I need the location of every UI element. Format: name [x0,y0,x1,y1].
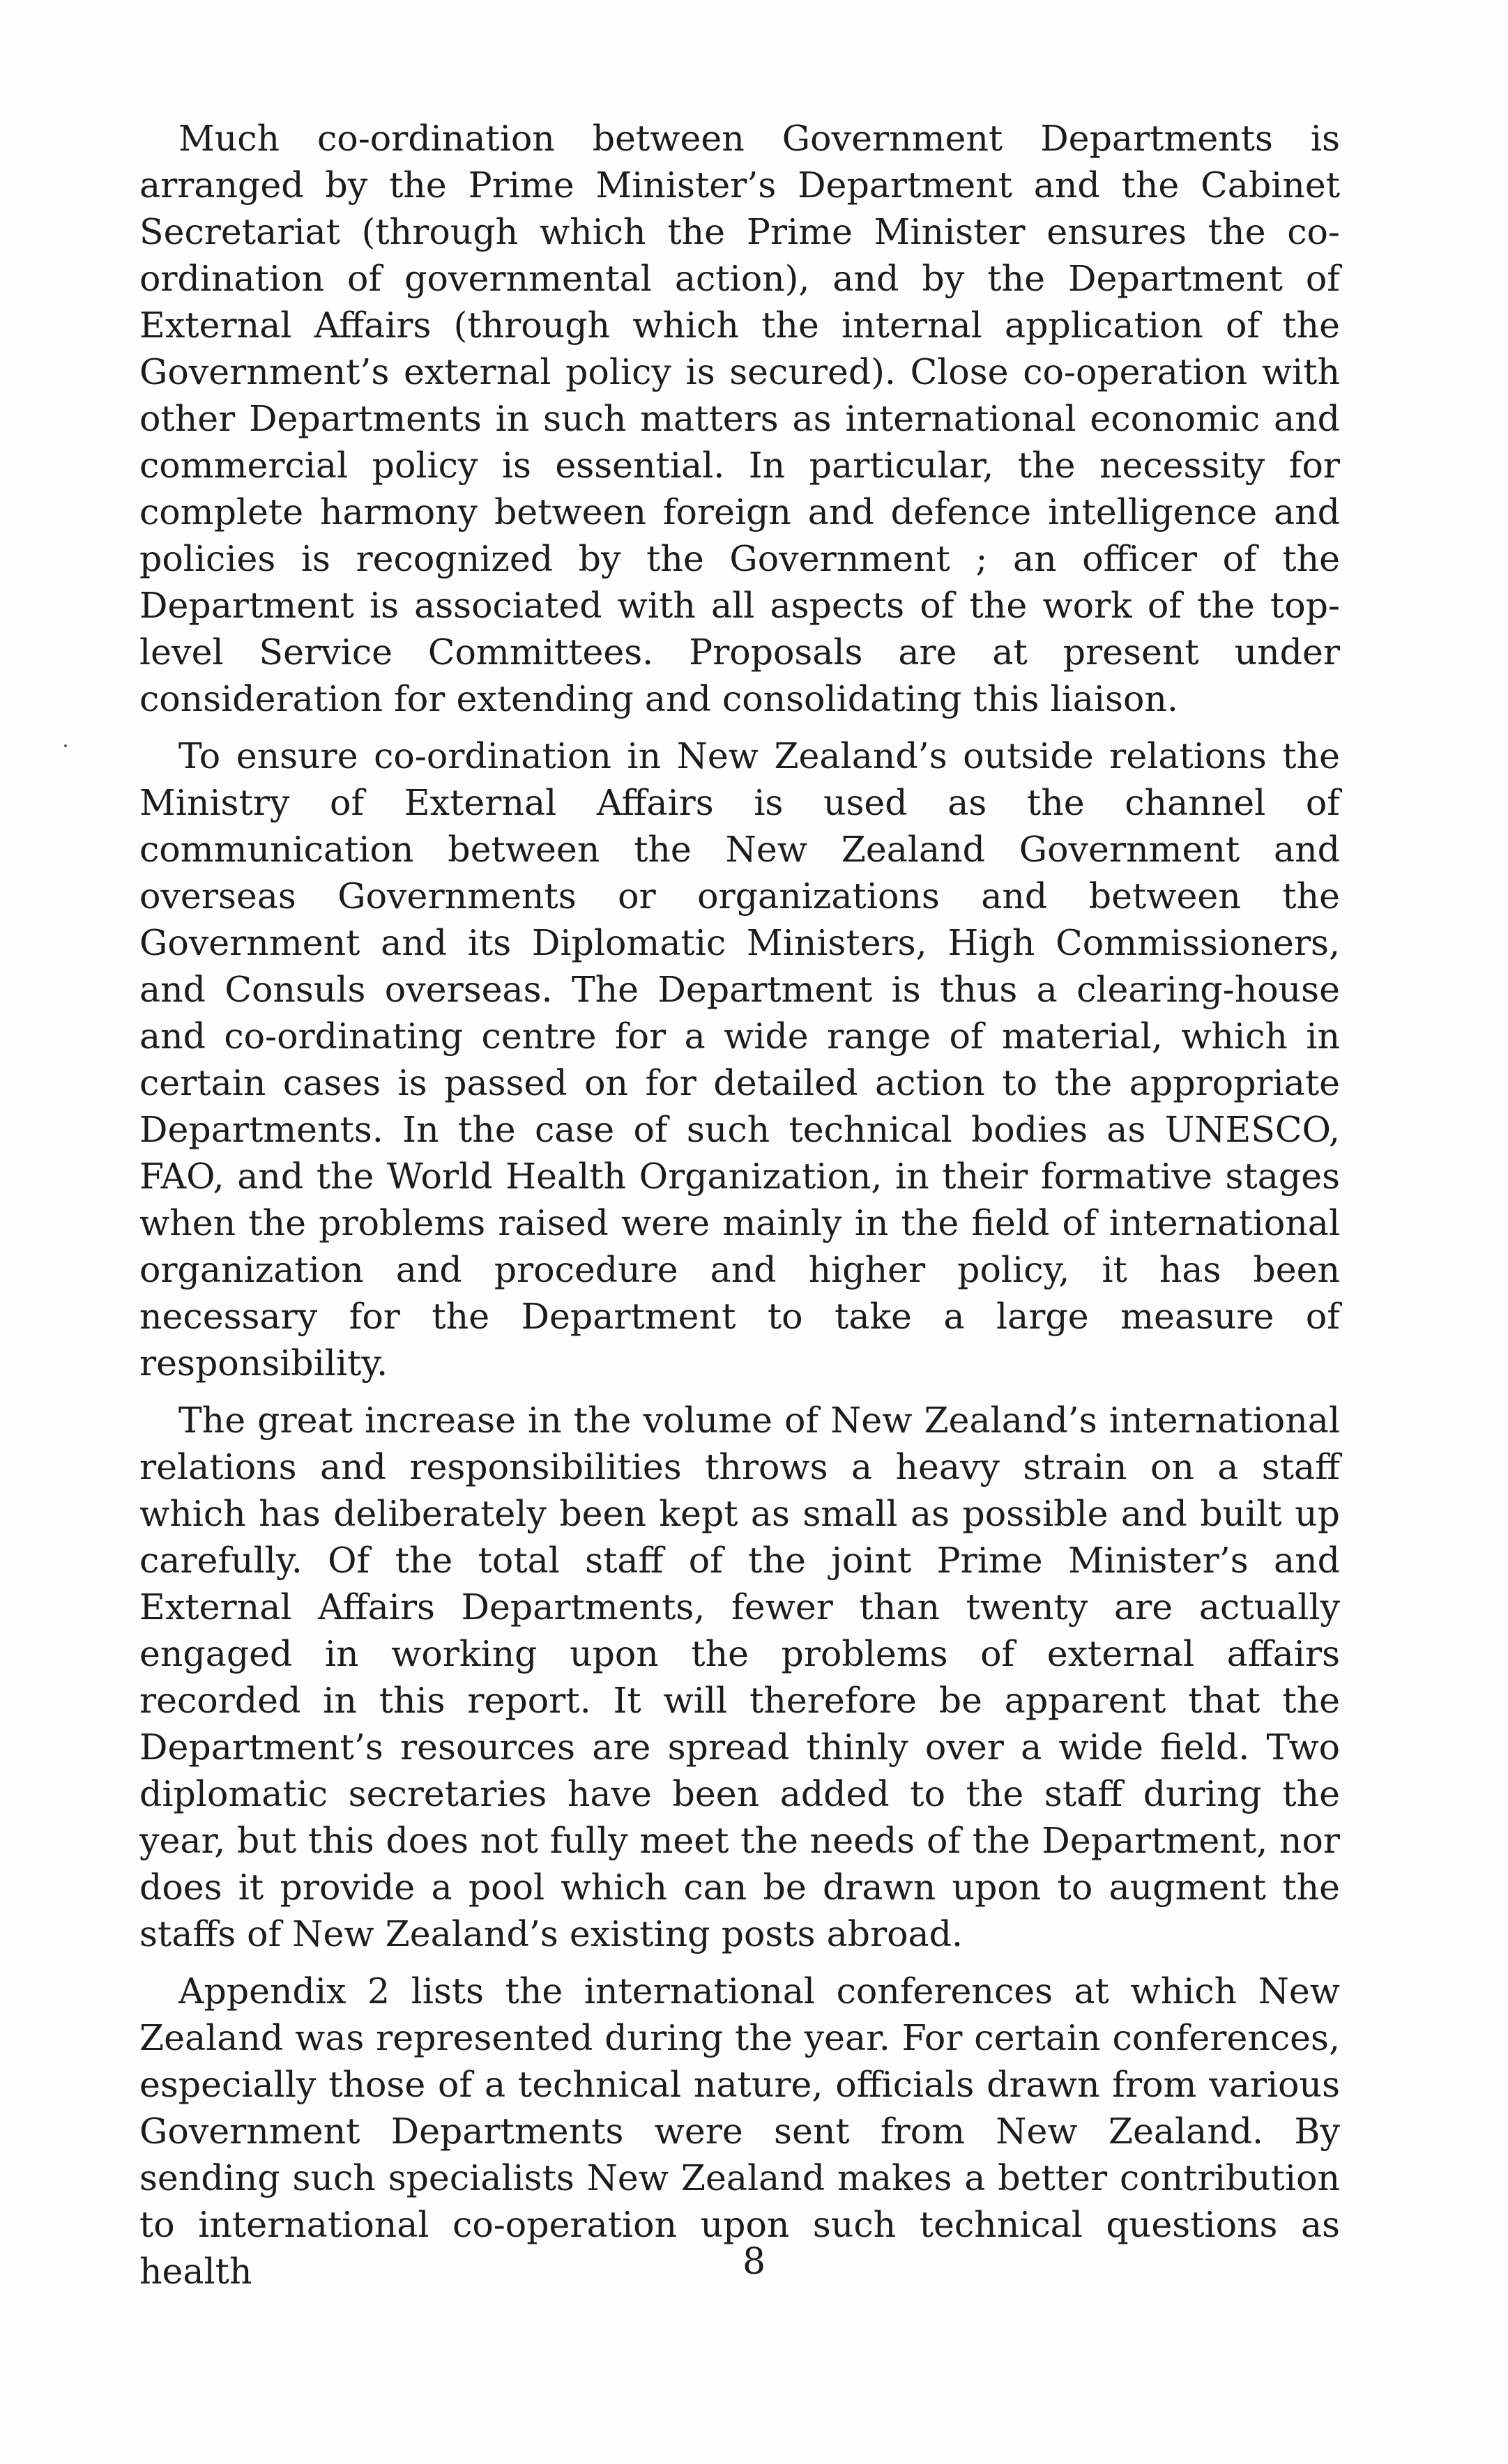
paragraph-channel-of-communication: To ensure co-ordination in New Zealand’s outside relations the Ministry of External Affairs is used as the channel of communication between the New Zealand Government and overseas Governments or organizations and between the Government and its Diplomatic Ministers, High Commissioners, and Consuls overseas. The Department is thus a clearing-house and co-ordinating centre for a wide range of material, which in certain cases is passed on for detailed action to the appropriate Departments. In the case of such technical bodies as UNESCO, FAO, and the World Health Organization, in their formative stages when the problems raised were mainly in the field of international organization and procedure and higher policy, it has been necessary for the Department to take a large measure of responsibility. [139,735,1340,1384]
paragraph-coordination: Much co-ordination between Government Departments is arranged by the Prime Minister’s Department and the Cabinet Secretariat (through which the Prime Minister ensures the co-ordination of governmental action), and by the Department of External Affairs (through which the internal application of the Government’s external policy is secured). Close co-operation with other Departments in such matters as international economic and commercial policy is essential. In particular, the necessity for complete harmony between foreign and defence intelligence and policies is recognized by the Government ; an officer of the Department is associated with all aspects of the work of the top-level Service Committees. Proposals are at present under consideration for extending and consolidating this liaison. [139,118,1340,719]
body-text [139,115,1340,2305]
paragraph-conferences: Appendix 2 lists the international conferences at which New Zealand was represented during the year. For certain conferences, especially those of a technical nature, officials drawn from various Government Departments were sent from New Zealand. By sending such specialists New Zealand makes a better contribution to international co-operation upon such technical questions as health [139,1971,1340,2292]
page-number: 8 [742,2241,766,2283]
paragraph-staff-strain: The great increase in the volume of New Zealand’s international relations and responsibilities throws a heavy strain on a staff which has deliberately been kept as small as possible and built up carefully. Of the total staff of the joint Prime Minister’s and External Affairs Departments, fewer than twenty are actually engaged in working upon the problems of external affairs recorded in this report. It will therefore be apparent that the Department’s resources are spread thinly over a wide field. Two diplomatic secretaries have been added to the staff during the year, but this does not fully meet the needs of the Department, nor does it provide a pool which can be drawn upon to augment the staffs of New Zealand’s existing posts abroad. [139,1400,1340,1954]
margin-speck [64,744,67,747]
